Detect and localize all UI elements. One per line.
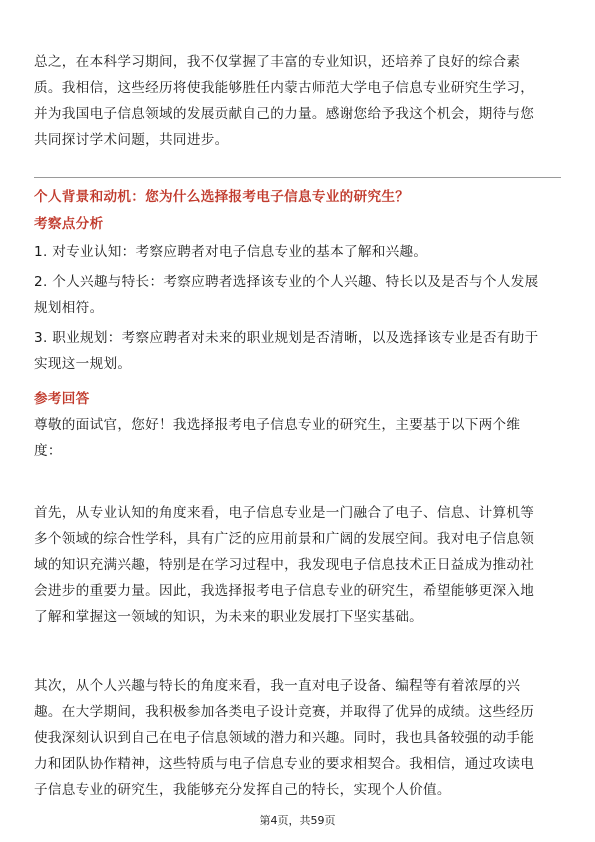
section-divider	[34, 177, 561, 178]
analysis-point-3: 3. 职业规划：考察应聘者对未来的职业规划是否清晰，以及选择该专业是否有助于 实现这一规划。	[34, 330, 539, 372]
answer-greeting: 尊敬的面试官，您好！我选择报考电子信息专业的研究生，主要基于以下两个维 度：	[34, 417, 521, 459]
analysis-point-1: 1. 对专业认知：考察应聘者对电子信息专业的基本了解和兴趣。	[34, 244, 428, 260]
question-title: 个人背景和动机：您为什么选择报考电子信息专业的研究生？	[34, 189, 410, 205]
answer-paragraph-1: 首先，从专业认知的角度来看，电子信息专业是一门融合了电子、信息、计算机等 多个领域的综合性学科，具有广泛的应用前景和广阔的发展空间。我对电子信息领 域的知识充满兴趣，特别是在学习过程中，我发现电子信息技术正日益成为推动社 会进步的重要力量。因此，我选择报考电子信息专业的研究生，希望能够更深入地 了解和掌握这一领域的知识，为未来的职业发展打下坚实基础。	[34, 505, 535, 625]
answer-paragraph-2: 其次，从个人兴趣与特长的角度来看，我一直对电子设备、编程等有着浓厚的兴 趣。在大学期间，我积极参加各类电子设计竞赛，并取得了优异的成绩。这些经历 使我深刻认识到自己在电子信息领域的潜力和兴趣。同时，我也具备较强的动手能 力和团队协作精神，这些特质与电子信息专业的要求相契合。我相信，通过攻读电 子信息专业的研究生，我能够充分发挥自己的特长，实现个人价值。	[34, 678, 535, 798]
answer-heading: 参考回答	[34, 391, 90, 407]
page-number-footer: 第4页，共59页	[259, 814, 336, 827]
analysis-point-2: 2. 个人兴趣与特长：考察应聘者选择该专业的个人兴趣、特长以及是否与个人发展 规划相符。	[34, 274, 539, 316]
analysis-heading: 考察点分析	[34, 216, 104, 232]
intro-paragraph: 总之，在本科学习期间，我不仅掌握了丰富的专业知识，还培养了良好的综合素 质。我相信，这些经历将使我能够胜任内蒙古师范大学电子信息专业研究生学习， 并为我国电子信息领域的发展贡献自己的力量。感谢您给予我这个机会，期待与您 共同探讨学术问题，共同进步。	[34, 54, 535, 148]
